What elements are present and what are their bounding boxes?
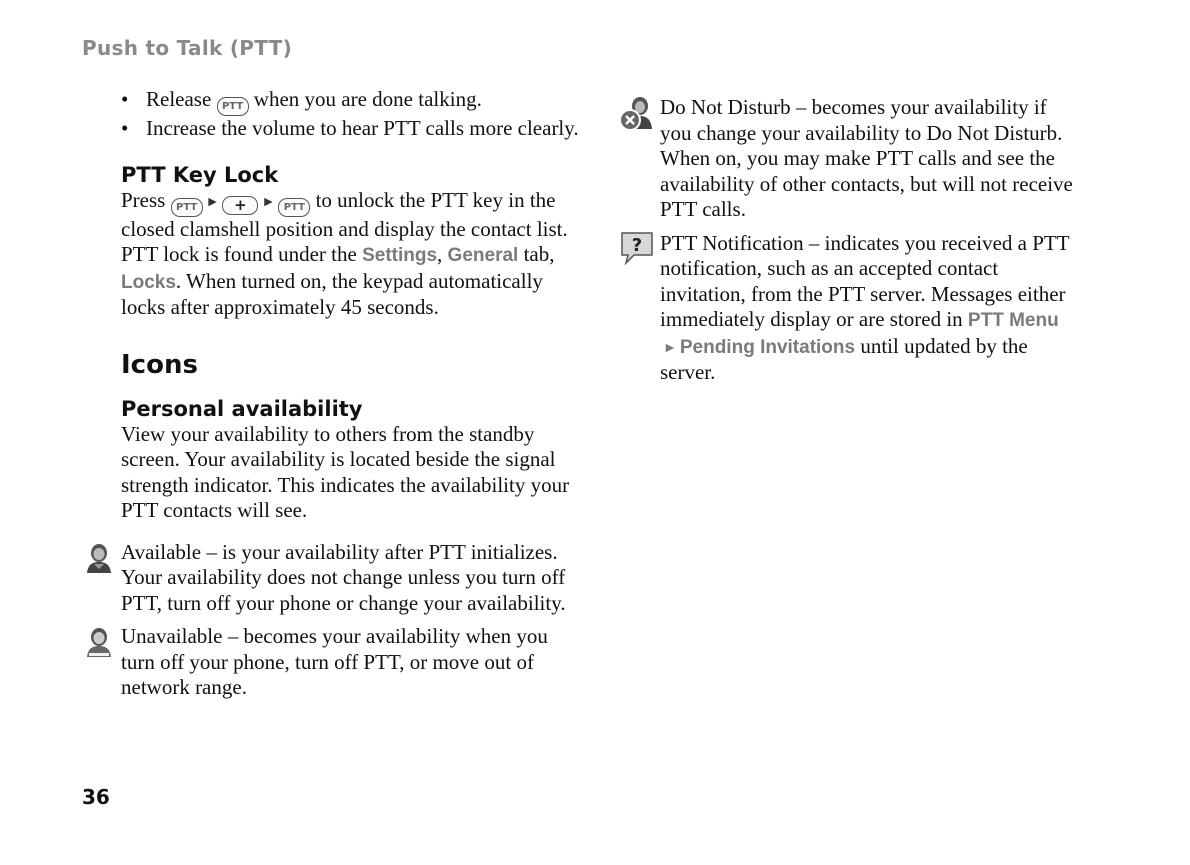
running-header: Push to Talk (PTT) (82, 36, 293, 60)
bullet-list (121, 87, 581, 142)
right-column (631, 95, 1080, 386)
personal-availability-paragraph: View your availability to others from the standby screen. Your availability is located beside the signal strength indicator. This indicates the availability your PTT contacts will see. (121, 421, 570, 522)
entry-unavailable: Unavailable – becomes your availability when you turn off your phone, turn off PTT, or move out of network range. (121, 624, 581, 701)
left-column (121, 87, 581, 701)
do-not-disturb-icon (618, 95, 656, 133)
bullet-item-release: • Release PTT when you are done talking. (121, 87, 581, 116)
arrow-right-icon: ► (261, 194, 276, 210)
entry-ptt-notification: ? PTT Notification – indicates you received a PTT notification, such as an accepted contact invitation, from the PTT server. Messages either immediately display or are stored in PTT Menu ► Pending Invitations until updated by the server. (660, 231, 1080, 386)
icons-heading: Icons (121, 349, 198, 380)
bullet-item-volume: • Increase the volume to hear PTT calls more clearly. (121, 116, 579, 140)
plus-key-icon: + (222, 196, 258, 215)
question-bubble-icon (618, 229, 656, 267)
ui-label-pending-invitations: Pending Invitations (679, 336, 856, 358)
ptt-key-icon: PTT (278, 198, 310, 217)
ui-label-ptt-menu: PTT Menu (967, 310, 1059, 331)
entry-do-not-disturb: Do Not Disturb – becomes your availability if you change your availability to Do Not Disturb. When on, you may make PTT calls and see the availability of other contacts, but will not receive PTT calls. (660, 95, 1080, 223)
personal-availability-heading: Personal availability (121, 396, 363, 421)
ptt-key-icon: PTT (171, 198, 203, 217)
ptt-key-lock-paragraph: Press PTT ► + ► PTT to unlock the PTT key in the closed clamshell position and display the contact list. PTT lock is found under the Settings, General tab, Locks. When turned on, the keypad automatically locks after approximately 45 seconds. (121, 187, 568, 319)
svg-text:?: ? (631, 234, 643, 256)
ui-label-general: General (447, 245, 519, 266)
ptt-key-icon: PTT (217, 97, 249, 116)
person-available-icon (83, 542, 115, 574)
entry-available: Available – is your availability after PTT initializes. Your availability does not change unless you turn off PTT, turn off your phone or change your availability. (121, 540, 581, 617)
page-number: 36 (82, 785, 110, 809)
bullet-dot: • (121, 116, 129, 140)
ptt-key-lock-heading: PTT Key Lock (121, 162, 279, 187)
person-unavailable-icon (83, 626, 115, 658)
ui-label-locks: Locks (121, 271, 176, 293)
arrow-right-icon: ► (205, 194, 220, 210)
ui-label-settings: Settings (362, 245, 438, 266)
arrow-right-icon: ► (663, 338, 677, 355)
bullet-dot: • (121, 87, 129, 111)
